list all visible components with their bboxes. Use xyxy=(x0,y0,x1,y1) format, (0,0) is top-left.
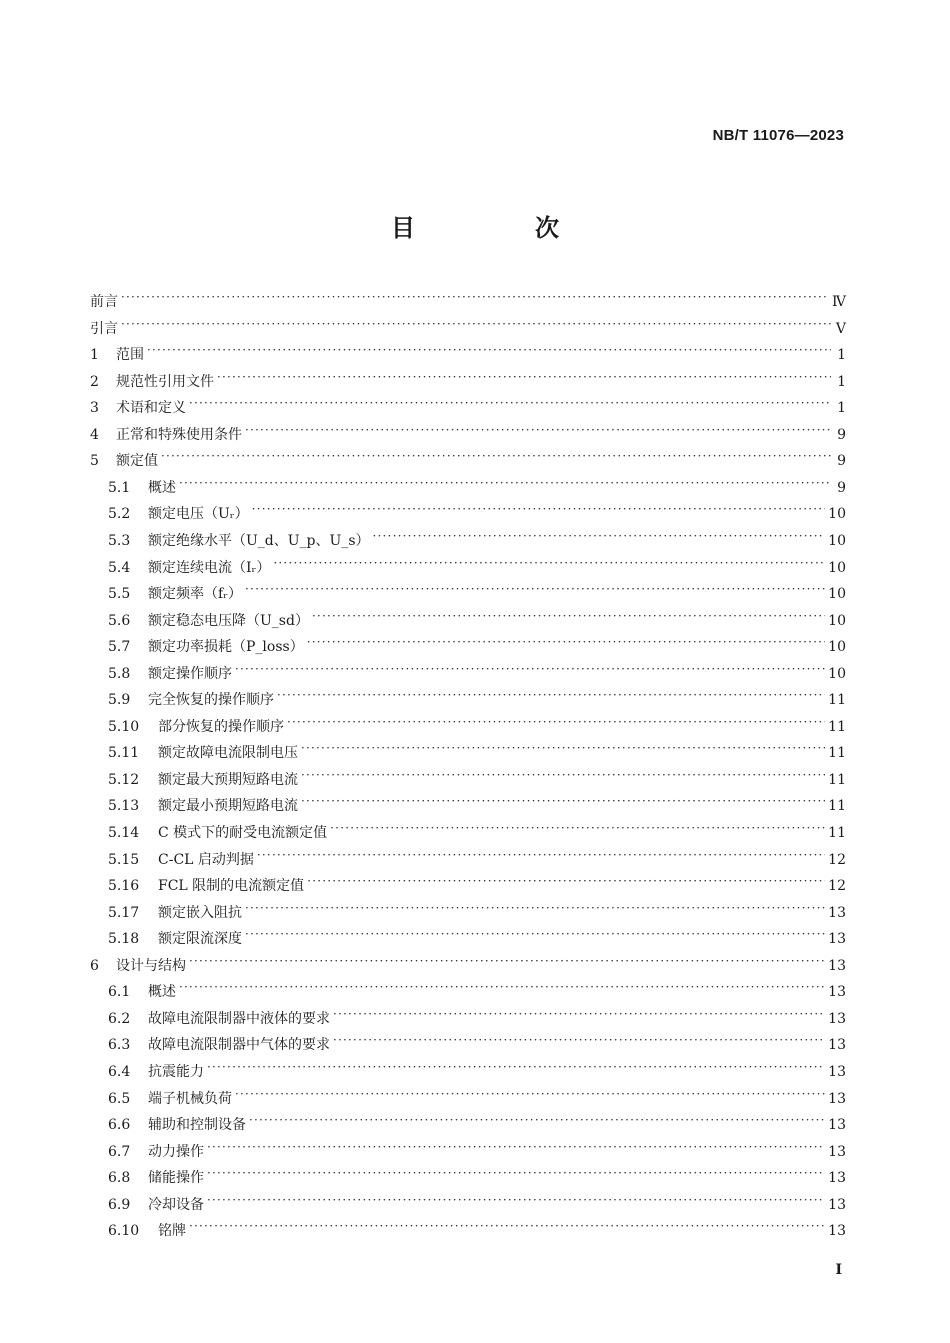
toc-leader-dots xyxy=(252,504,826,520)
toc-leader-dots xyxy=(245,903,825,919)
toc-entry[interactable] xyxy=(90,343,846,365)
toc-entry[interactable] xyxy=(90,396,846,418)
toc-entry-label: 额定绝缘水平（U_d、U_p、U_s） xyxy=(148,532,370,549)
toc-leader-dots xyxy=(189,398,831,414)
toc-entry-page: 1 xyxy=(837,373,846,390)
toc-entry[interactable] xyxy=(90,529,846,551)
toc-entry-label: 铭牌 xyxy=(158,1223,186,1240)
toc-entry-page: 13 xyxy=(828,1117,846,1134)
toc-entry-label: 正常和特殊使用条件 xyxy=(116,426,242,443)
toc-leader-dots xyxy=(121,319,831,335)
toc-entry-page: 10 xyxy=(828,639,846,656)
toc-entry-page: Ⅳ xyxy=(832,294,846,310)
toc-entry[interactable] xyxy=(90,423,846,445)
toc-entry-page: 10 xyxy=(828,559,846,576)
toc-entry-label: 额定最大预期短路电流 xyxy=(158,771,298,788)
toc-entry-label: 设计与结构 xyxy=(116,957,186,974)
toc-entry-page: 10 xyxy=(828,586,846,603)
toc-entry-page: 11 xyxy=(828,718,846,735)
toc-entry[interactable] xyxy=(90,821,846,843)
toc-leader-dots xyxy=(249,1115,825,1131)
toc-entry-label: 额定稳态电压降（U_sd） xyxy=(148,612,309,629)
toc-leader-dots xyxy=(245,425,831,441)
toc-leader-dots xyxy=(235,664,825,680)
toc-entry[interactable] xyxy=(90,582,846,604)
toc-entry-page: 11 xyxy=(828,798,846,815)
toc-entry-label: 概述 xyxy=(148,984,176,1001)
toc-entry[interactable] xyxy=(90,1060,846,1082)
toc-entry-number: 6.10 xyxy=(108,1223,140,1240)
toc-entry-page: 13 xyxy=(828,1223,846,1240)
toc-entry-label: C-CL 启动判据 xyxy=(158,851,254,868)
toc-leader-dots xyxy=(147,345,831,361)
toc-entry-number: 5.14 xyxy=(108,825,140,841)
toc-entry[interactable] xyxy=(90,954,846,976)
toc-entry-label: 额定最小预期短路电流 xyxy=(158,798,298,815)
toc-entry[interactable] xyxy=(90,848,846,870)
toc-entry[interactable] xyxy=(90,1193,846,1215)
toc-entry-page: 13 xyxy=(828,1010,846,1027)
toc-entry-number: 1 xyxy=(90,347,99,364)
page-title: 目 次 xyxy=(391,214,607,242)
toc-entry-page: 10 xyxy=(828,506,846,523)
toc-leader-dots xyxy=(207,1195,825,1211)
toc-entry-label: 抗震能力 xyxy=(148,1063,204,1080)
toc-entry[interactable] xyxy=(90,874,846,896)
toc-entry-page: 10 xyxy=(828,665,846,682)
toc-entry-number: 5.11 xyxy=(108,745,140,762)
toc-entry-number: 5.17 xyxy=(108,904,140,921)
toc-entry[interactable] xyxy=(90,980,846,1002)
toc-entry-label: 动力操作 xyxy=(148,1143,204,1160)
toc-entry[interactable] xyxy=(90,449,846,471)
toc-entry-label: 故障电流限制器中气体的要求 xyxy=(148,1037,330,1054)
toc-leader-dots xyxy=(257,850,825,866)
toc-entry-number: 6.3 xyxy=(108,1037,131,1054)
toc-entry[interactable] xyxy=(90,662,846,684)
toc-entry-page: 10 xyxy=(828,612,846,629)
toc-entry-number: 5.16 xyxy=(108,878,140,895)
toc-entry-number: 4 xyxy=(90,426,99,443)
toc-entry-label: 额定操作顺序 xyxy=(148,665,232,682)
toc-leader-dots xyxy=(307,637,825,653)
toc-entry-number: 5.8 xyxy=(108,665,131,682)
toc-entry-page: 12 xyxy=(828,878,846,895)
toc-entry-label: 额定值 xyxy=(116,453,158,470)
toc-entry[interactable] xyxy=(90,768,846,790)
toc-entry-number: 5 xyxy=(90,453,99,470)
toc-entry-label: 规范性引用文件 xyxy=(116,373,214,390)
toc-entry-page: 1 xyxy=(837,347,846,364)
toc-entry-label: C 模式下的耐受电流额定值 xyxy=(158,825,328,841)
toc-leader-dots xyxy=(189,956,825,972)
toc-entry-page: 13 xyxy=(828,1090,846,1107)
toc-entry[interactable] xyxy=(90,794,846,816)
toc-leader-dots xyxy=(307,876,825,892)
toc-entry-label: 前言 xyxy=(90,294,118,310)
toc-leader-dots xyxy=(333,1035,825,1051)
toc-entry-number: 6.1 xyxy=(108,984,131,1001)
toc-entry[interactable] xyxy=(90,635,846,657)
toc-entry-number: 5.18 xyxy=(108,931,140,948)
toc-entry-number: 6 xyxy=(90,957,99,974)
toc-entry-number: 6.2 xyxy=(108,1010,131,1027)
toc-entry[interactable] xyxy=(90,609,846,631)
toc-entry-page: 13 xyxy=(828,1063,846,1080)
toc-entry-number: 5.1 xyxy=(108,479,131,496)
toc-entry-label: 概述 xyxy=(148,479,176,496)
toc-entry-number: 5.5 xyxy=(108,586,131,603)
toc-entry-label: 范围 xyxy=(116,347,144,364)
toc-entry-label: 辅助和控制设备 xyxy=(148,1117,246,1134)
toc-entry-number: 5.12 xyxy=(108,771,140,788)
toc-entry-label: 完全恢复的操作顺序 xyxy=(148,692,274,709)
toc-entry-page: Ⅴ xyxy=(835,320,846,337)
toc-entry-page: 13 xyxy=(828,931,846,948)
toc-entry-number: 5.6 xyxy=(108,612,131,629)
toc-entry-label: 额定故障电流限制电压 xyxy=(158,745,298,762)
toc-entry-number: 6.8 xyxy=(108,1170,131,1187)
toc-entry-page: 13 xyxy=(828,984,846,1001)
toc-entry-number: 5.9 xyxy=(108,692,131,709)
toc-leader-dots xyxy=(235,1089,825,1105)
toc-entry-label: 引言 xyxy=(90,320,118,337)
toc-entry-page: 1 xyxy=(837,400,846,417)
toc-entry-page: 12 xyxy=(828,851,846,868)
toc-entry-page: 13 xyxy=(828,1037,846,1054)
toc-entry-label: 额定连续电流（Iᵣ） xyxy=(148,559,271,576)
toc-entry-number: 6.4 xyxy=(108,1063,131,1080)
toc-entry-label: 端子机械负荷 xyxy=(148,1090,232,1107)
toc-entry[interactable] xyxy=(90,741,846,763)
toc-entry-number: 5.4 xyxy=(108,559,131,576)
toc-entry-label: 额定限流深度 xyxy=(158,931,242,948)
toc-entry-page: 9 xyxy=(837,479,846,496)
toc-leader-dots xyxy=(330,823,825,839)
toc-entry-page: 13 xyxy=(828,904,846,921)
toc-entry-label: 额定嵌入阻抗 xyxy=(158,904,242,921)
toc-entry[interactable] xyxy=(90,317,846,339)
toc-entry-number: 5.3 xyxy=(108,532,131,549)
toc-entry-page: 11 xyxy=(828,692,846,709)
toc-entry-page: 13 xyxy=(828,957,846,974)
standard-number: NB/T 11076—2023 xyxy=(712,127,844,144)
page-number: I xyxy=(835,1262,842,1278)
toc-leader-dots xyxy=(373,531,826,547)
toc-entry-number: 5.10 xyxy=(108,718,140,735)
toc-entry-label: 额定功率损耗（P_loss） xyxy=(148,639,304,656)
toc-leader-dots xyxy=(161,451,831,467)
toc-entry-number: 6.7 xyxy=(108,1143,131,1160)
toc-leader-dots xyxy=(217,372,831,388)
toc-leader-dots xyxy=(333,1009,825,1025)
toc-entry-page: 11 xyxy=(828,745,846,762)
toc-entry-page: 13 xyxy=(828,1196,846,1213)
toc-leader-dots xyxy=(312,611,825,627)
toc-entry-label: 部分恢复的操作顺序 xyxy=(158,718,284,735)
toc-leader-dots xyxy=(245,584,825,600)
toc-entry-label: 冷却设备 xyxy=(148,1196,204,1213)
toc-entry[interactable] xyxy=(90,370,846,392)
toc-leader-dots xyxy=(287,717,825,733)
toc-leader-dots xyxy=(301,796,825,812)
toc-entry[interactable] xyxy=(90,556,846,578)
toc-entry-number: 5.7 xyxy=(108,639,131,656)
toc-entry-number: 3 xyxy=(90,400,99,417)
toc-entry-label: 故障电流限制器中液体的要求 xyxy=(148,1010,330,1027)
toc-leader-dots xyxy=(207,1062,825,1078)
toc-entry-number: 6.6 xyxy=(108,1117,131,1134)
toc-entry[interactable] xyxy=(90,1007,846,1029)
toc-entry-label: FCL 限制的电流额定值 xyxy=(158,878,305,895)
toc-entry-page: 11 xyxy=(828,771,846,788)
toc-entry-number: 6.5 xyxy=(108,1090,131,1107)
toc-entry-label: 额定电压（Uᵣ） xyxy=(148,506,249,523)
toc-leader-dots xyxy=(121,292,829,308)
toc-entry-page: 11 xyxy=(828,825,846,841)
toc-entry[interactable] xyxy=(90,901,846,923)
toc-entry-page: 13 xyxy=(828,1170,846,1187)
toc-entry[interactable] xyxy=(90,502,846,524)
toc-entry[interactable] xyxy=(90,927,846,949)
toc-leader-dots xyxy=(207,1142,825,1158)
toc-leader-dots xyxy=(207,1168,825,1184)
toc-entry[interactable] xyxy=(90,715,846,737)
toc-leader-dots xyxy=(277,690,825,706)
toc-leader-dots xyxy=(301,770,825,786)
toc-entry[interactable] xyxy=(90,476,846,498)
toc-entry-page: 9 xyxy=(837,426,846,443)
toc-leader-dots xyxy=(245,929,825,945)
toc-entry[interactable] xyxy=(90,1033,846,1055)
toc-leader-dots xyxy=(179,982,825,998)
toc-entry-page: 10 xyxy=(828,532,846,549)
toc-entry-number: 5.13 xyxy=(108,798,140,815)
toc-entry-label: 额定频率（fᵣ） xyxy=(148,586,243,603)
toc-entry[interactable] xyxy=(90,290,846,312)
toc-leader-dots xyxy=(273,558,825,574)
toc-entry-label: 储能操作 xyxy=(148,1170,204,1187)
toc-entry-number: 5.15 xyxy=(108,851,140,868)
toc-leader-dots xyxy=(301,743,825,759)
toc-entry-number: 5.2 xyxy=(108,506,131,523)
toc-entry-page: 13 xyxy=(828,1143,846,1160)
toc-leader-dots xyxy=(189,1221,825,1237)
toc-entry[interactable] xyxy=(90,688,846,710)
toc-entry-page: 9 xyxy=(837,453,846,470)
toc-entry-label: 术语和定义 xyxy=(116,400,186,417)
toc-entry[interactable] xyxy=(90,1140,846,1162)
toc-entry-number: 6.9 xyxy=(108,1196,131,1213)
toc-entry[interactable] xyxy=(90,1166,846,1188)
toc-entry[interactable] xyxy=(90,1087,846,1109)
toc-entry[interactable] xyxy=(90,1113,846,1135)
toc-leader-dots xyxy=(179,478,831,494)
toc-entry[interactable] xyxy=(90,1219,846,1241)
toc-entry-number: 2 xyxy=(90,373,99,390)
